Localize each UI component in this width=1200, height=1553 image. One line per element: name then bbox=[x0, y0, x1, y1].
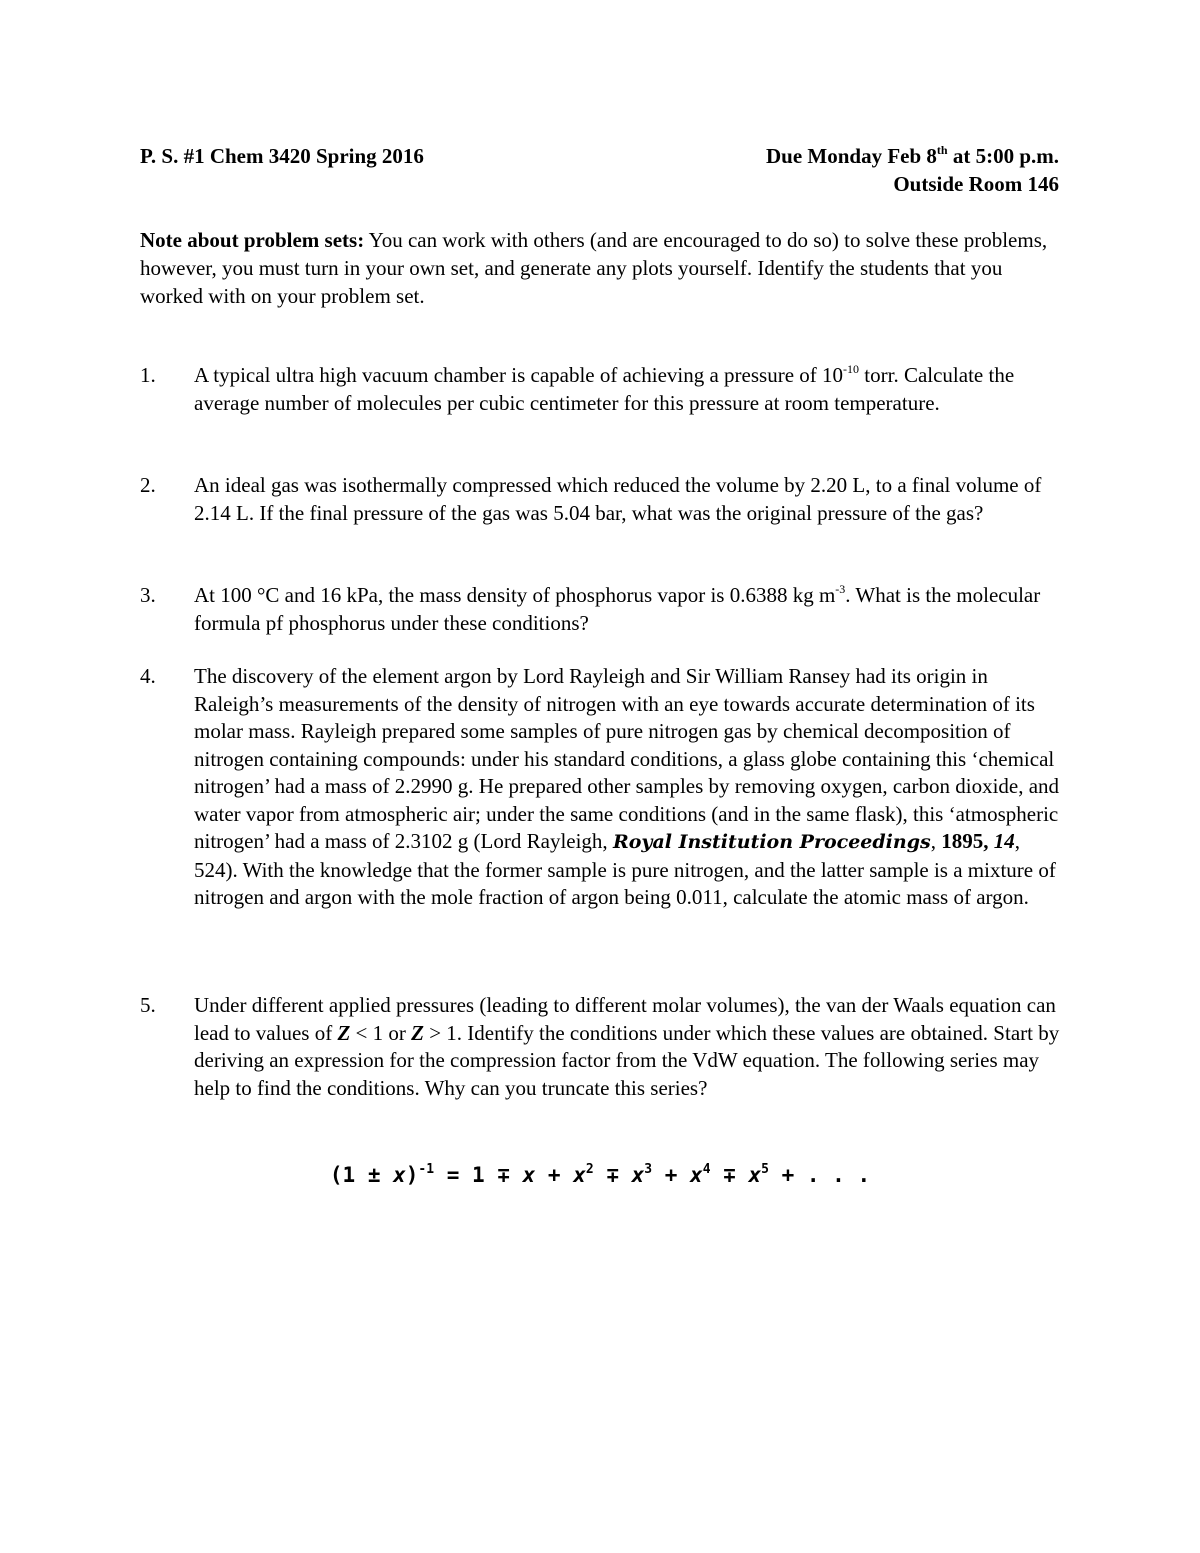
eq-part: ∓ bbox=[593, 1163, 632, 1187]
problem-number: 5. bbox=[140, 993, 156, 1017]
problem-text bbox=[194, 582, 1060, 637]
problem-1 bbox=[140, 362, 1060, 417]
note-text: You can work with others (and are encouraged to do so) to solve these problems, however, you must turn in your own set, and generate any plots yourself. Identify the students that you worked with on your problem set. bbox=[140, 228, 1048, 308]
due-date-prefix: Due Monday Feb 8 bbox=[765, 144, 937, 168]
exponent: -10 bbox=[843, 362, 860, 376]
eq-variable: x bbox=[573, 1163, 586, 1187]
problem-text bbox=[194, 362, 1060, 417]
exponent: -3 bbox=[835, 582, 846, 596]
variable-z: Z bbox=[337, 1020, 351, 1045]
problem-text-part: torr. Calculate the average number of molecules per cubic centimeter for this pressure at room temperature. bbox=[194, 363, 1015, 415]
problem-text: An ideal gas was isothermally compressed which reduced the volume by 2.20 L, to a final volume of 2.14 L. If the final pressure of the gas was 5.04 bar, what was the original pressure of the gas? bbox=[194, 473, 1042, 525]
eq-part: + . . . bbox=[768, 1163, 871, 1187]
variable-z: Z bbox=[411, 1020, 424, 1045]
problem-text-part: . What is the molecular formula pf phosphorus under these conditions? bbox=[194, 583, 1041, 635]
eq-exponent: -1 bbox=[418, 1162, 435, 1177]
eq-variable: x bbox=[690, 1163, 703, 1187]
note-paragraph bbox=[140, 226, 1060, 310]
eq-variable: x bbox=[748, 1163, 762, 1187]
series-equation bbox=[0, 1160, 1200, 1190]
note-label: Note about problem sets: bbox=[140, 228, 365, 252]
eq-exponent: 4 bbox=[702, 1162, 711, 1177]
due-date-ordinal: th bbox=[936, 143, 948, 157]
problem-2 bbox=[140, 472, 1060, 527]
problem-number: 3. bbox=[140, 583, 156, 607]
due-date bbox=[766, 143, 1059, 170]
problem-4 bbox=[140, 663, 1060, 912]
problem-text-part: At 100 °C and 16 kPa, the mass density of phosphorus vapor is 0.6388 kg m bbox=[194, 583, 836, 607]
eq-variable: x bbox=[393, 1163, 406, 1187]
submission-location: Outside Room 146 bbox=[893, 172, 1059, 196]
eq-exponent: 3 bbox=[644, 1162, 653, 1177]
due-date-time: at 5:00 p.m. bbox=[947, 144, 1059, 168]
journal-year: 1895 bbox=[941, 829, 984, 853]
eq-part: + bbox=[652, 1163, 691, 1187]
problem-text-part: > 1. Identify the conditions under which these values are obtained. Start by deriving an expression for the compression factor from the VdW equation. The following series may help to find the conditions. Why can you truncate this series? bbox=[194, 1020, 1060, 1100]
eq-variable: x bbox=[522, 1163, 536, 1187]
problem-text-part: A typical ultra high vacuum chamber is capable of achieving a pressure of 10 bbox=[194, 363, 844, 387]
problem-number: 4. bbox=[140, 664, 156, 688]
journal-name: Royal Institution Proceedings bbox=[612, 831, 931, 853]
problem-text-part: < 1 or bbox=[350, 1020, 412, 1045]
eq-part: = 1 ∓ bbox=[434, 1163, 523, 1187]
problem-5 bbox=[140, 992, 1060, 1102]
punctuation: , bbox=[983, 829, 994, 853]
problem-number: 2. bbox=[140, 473, 156, 497]
eq-part: ) bbox=[405, 1163, 419, 1187]
eq-part: (1 ± bbox=[329, 1163, 394, 1187]
problem-3 bbox=[140, 582, 1060, 637]
journal-volume: 14 bbox=[993, 829, 1015, 853]
problem-text-part: The discovery of the element argon by Lord Rayleigh and Sir William Ransey had its origin in Raleigh’s measurements of the density of nitrogen with an eye towards accurate determination of its molar mass. Rayleigh prepared some samples of pure nitrogen gas by chemical decomposition of nitrogen containing compounds: under his standard conditions, a glass globe containing this ‘chemical nitrogen’ had a mass of 2.2990 g. He prepared other samples by removing oxygen, carbon dioxide, and water vapor from atmospheric air; under the same conditions (and in the same flask), this ‘atmospheric nitrogen’ had a mass of 2.3102 g (Lord Rayleigh, bbox=[194, 664, 1060, 853]
eq-exponent: 2 bbox=[585, 1162, 594, 1177]
punctuation: , bbox=[930, 829, 942, 853]
problem-text-part: Under different applied pressures (leading to different molar volumes), the van der Waals equation can lead to values of bbox=[194, 993, 1056, 1045]
eq-exponent: 5 bbox=[761, 1162, 769, 1177]
eq-part: ∓ bbox=[710, 1163, 749, 1187]
eq-variable: x bbox=[631, 1163, 645, 1187]
problem-text-part: , 524). With the knowledge that the former sample is pure nitrogen, and the latter sample is a mixture of nitrogen and argon with the mole fraction of argon being 0.011, calculate the atomic mass of argon. bbox=[194, 829, 1056, 909]
eq-part: + bbox=[535, 1163, 574, 1187]
problem-number: 1. bbox=[140, 363, 156, 387]
problem-set-title: P. S. #1 Chem 3420 Spring 2016 bbox=[140, 144, 424, 168]
problem-text bbox=[194, 992, 1060, 1102]
problem-text bbox=[194, 663, 1060, 912]
